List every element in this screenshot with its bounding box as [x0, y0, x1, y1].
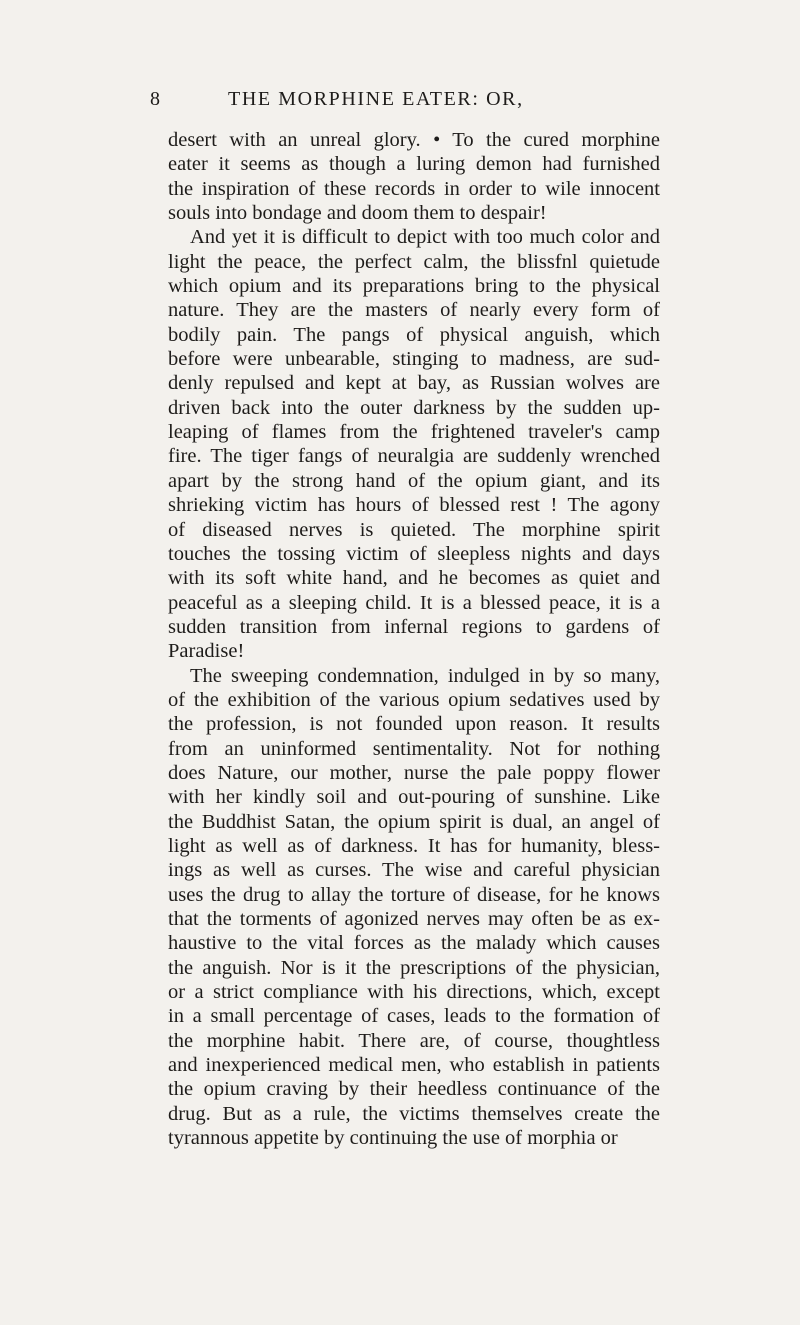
text-line: uses the drug to allay the torture of disease, for he knows	[168, 883, 660, 906]
text-line: light the peace, the perfect calm, the blissfnl quietude	[168, 250, 660, 273]
text-line: denly repulsed and kept at bay, as Russian wolves are	[168, 372, 660, 395]
text-line: bodily pain. The pangs of physical anguish, which	[168, 323, 660, 346]
text-line: haustive to the vital forces as the malady which causes	[168, 932, 660, 955]
text-line: the anguish. Nor is it the prescriptions of the physician,	[168, 956, 660, 979]
text-line: of the exhibition of the various opium sedatives used by	[168, 688, 660, 711]
text-line: nature. They are the masters of nearly every form of	[168, 299, 660, 322]
text-line: shrieking victim has hours of blessed rest ! The agony	[168, 494, 660, 517]
text-line: eater it seems as though a luring demon had furnished	[168, 153, 660, 176]
text-line: the inspiration of these records in order to wile innocent	[168, 177, 660, 200]
text-line: and inexperienced medical men, who establish in patients	[168, 1054, 660, 1077]
text-line: which opium and its preparations bring to the physical	[168, 275, 660, 298]
text-line: the opium craving by their heedless continuance of the	[168, 1078, 660, 1101]
text-line: or a strict compliance with his directions, which, except	[168, 981, 660, 1004]
text-line: fire. The tiger fangs of neuralgia are suddenly wrenched	[168, 445, 660, 468]
header-title: THE MORPHINE EATER: OR,	[228, 88, 524, 110]
text-line: in a small percentage of cases, leads to the formation of	[168, 1005, 660, 1028]
text-line: with her kindly soil and out-pouring of sunshine. Like	[168, 786, 660, 809]
text-line: the Buddhist Satan, the opium spirit is dual, an angel of	[168, 810, 660, 833]
text-line: drug. But as a rule, the victims themselves create the	[168, 1102, 660, 1125]
paragraph	[168, 225, 660, 663]
text-line: sudden transition from infernal regions to gardens of	[168, 615, 660, 638]
text-line: with its soft white hand, and he becomes as quiet and	[168, 567, 660, 590]
text-line: before were unbearable, stinging to madness, are sud-	[168, 348, 660, 371]
text-line: peaceful as a sleeping child. It is a blessed peace, it is a	[168, 591, 660, 614]
text-line: souls into bondage and doom them to despair!	[168, 202, 547, 225]
text-line: ings as well as curses. The wise and careful physician	[168, 859, 660, 882]
text-line: the morphine habit. There are, of course, thoughtless	[168, 1029, 660, 1052]
text-line: apart by the strong hand of the opium giant, and its	[168, 469, 660, 492]
text-line: of diseased nerves is quieted. The morphine spirit	[168, 518, 660, 541]
text-line: The sweeping condemnation, indulged in by so many,	[190, 664, 660, 687]
running-head	[0, 88, 800, 120]
text-body	[168, 128, 660, 1150]
page-number: 8	[150, 88, 161, 110]
text-line: driven back into the outer darkness by the sudden up-	[168, 396, 660, 419]
text-line: Paradise!	[168, 640, 245, 663]
text-line: that the torments of agonized nerves may often be as ex-	[168, 908, 660, 930]
text-line: light as well as of darkness. It has for humanity, bless-	[168, 834, 660, 857]
text-line: tyrannous appetite by continuing the use of morphia or	[168, 1127, 618, 1150]
text-line: And yet it is difficult to depict with too much color and	[190, 226, 660, 249]
text-line: does Nature, our mother, nurse the pale poppy flower	[168, 761, 660, 784]
text-line: desert with an unreal glory. • To the cured morphine	[168, 129, 660, 151]
text-line: touches the tossing victim of sleepless nights and days	[168, 542, 660, 565]
text-line: the profession, is not founded upon reason. It results	[168, 713, 660, 736]
text-line: leaping of flames from the frightened traveler's camp	[168, 421, 660, 444]
paragraph	[168, 128, 660, 225]
paragraph	[168, 664, 660, 1151]
text-line: from an uninformed sentimentality. Not for nothing	[168, 737, 660, 760]
